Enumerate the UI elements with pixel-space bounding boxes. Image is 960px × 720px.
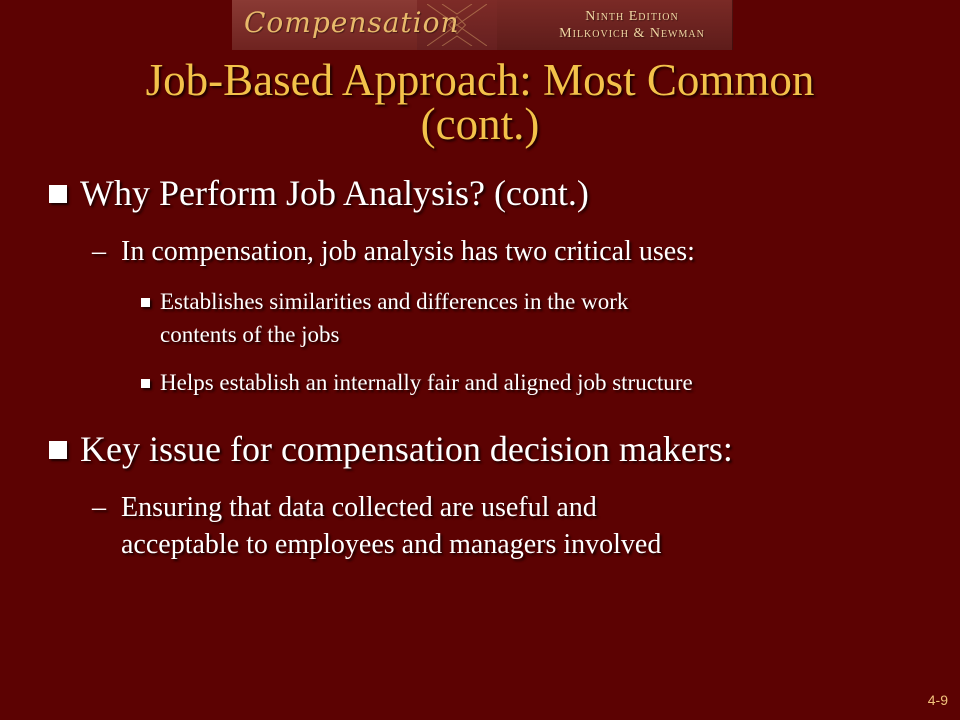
title-line-2: (cont.) [420,99,540,149]
edition-line: Ninth Edition [585,9,679,24]
small-square-bullet-icon [141,298,150,307]
book-logo: Compensation [244,6,460,39]
authors-line: Milkovich & Newman [559,26,705,41]
item-helps-establish-structure: Helps establish an internally fair and aligned job structure [160,370,693,395]
dash-bullet-icon: – [92,236,106,267]
bullet-why-perform-job-analysis: Why Perform Job Analysis? (cont.) [80,173,589,213]
sub-bullet-ensuring-data-line2: acceptable to employees and managers involved [121,529,662,560]
square-bullet-icon [49,185,67,203]
title-line-1: Job-Based Approach: Most Common [145,55,815,105]
sub-bullet-two-critical-uses: In compensation, job analysis has two critical uses: [121,236,695,267]
item-establishes-similarities-line1: Establishes similarities and differences in the work [160,289,629,314]
dash-bullet-icon: – [92,492,106,523]
slide-number: 4-9 [927,692,948,708]
small-square-bullet-icon [141,379,150,388]
item-establishes-similarities-line2: contents of the jobs [160,322,340,347]
sub-bullet-ensuring-data-line1: Ensuring that data collected are useful and [121,492,597,523]
square-bullet-icon [49,441,67,459]
bullet-key-issue: Key issue for compensation decision makers: [80,429,733,469]
